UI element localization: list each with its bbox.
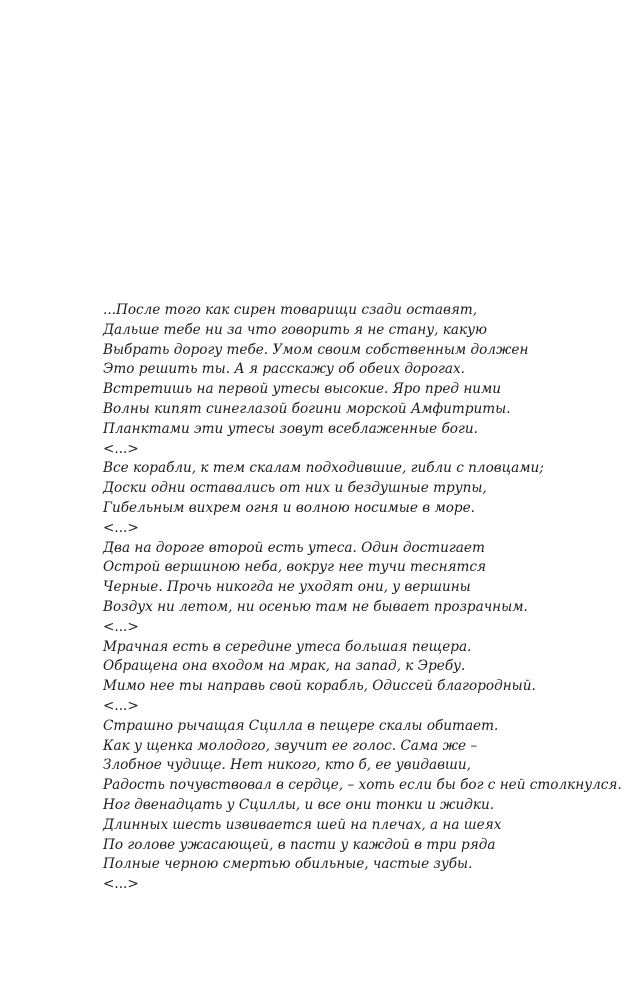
- omission-marker: <...>: [103, 519, 139, 536]
- poem-line: Страшно рычащая Сцилла в пещере скалы обитает.: [103, 717, 499, 734]
- poem-excerpt: [103, 301, 633, 895]
- poem-line: Два на дороге второй есть утеса. Один достигает: [103, 539, 485, 556]
- poem-line: Ног двенадцать у Сциллы, и все они тонки и жидки.: [103, 796, 495, 813]
- poem-line: Как у щенка молодого, звучит ее голос. Сама же –: [103, 737, 478, 754]
- poem-line: Злобное чудище. Нет никого, кто б, ее увидавши,: [103, 757, 471, 774]
- poem-line: Доски одни оставались от них и бездушные трупы,: [103, 480, 487, 497]
- poem-line: Все корабли, к тем скалам подходившие, гибли с пловцами;: [103, 460, 544, 477]
- poem-line: ...После того как сирен товарищи сзади оставят,: [103, 302, 478, 318]
- poem-line: Черные. Прочь никогда не уходят они, у вершины: [103, 579, 471, 596]
- poem-line: Длинных шесть извивается шей на плечах, а на шеях: [103, 816, 502, 833]
- poem-line: Выбрать дорогу тебе. Умом своим собственным должен: [103, 341, 529, 358]
- poem-line: Полные черною смертью обильные, частые зубы.: [103, 856, 473, 873]
- omission-marker: <...>: [103, 618, 139, 635]
- poem-line: Гибельным вихрем огня и волною носимые в море.: [103, 499, 475, 516]
- omission-marker: <...>: [103, 697, 139, 714]
- poem-line: Мимо нее ты направь свой корабль, Одиссей благородный.: [103, 678, 536, 695]
- poem-line: Мрачная есть в середине утеса большая пещера.: [103, 638, 472, 655]
- poem-line: Дальше тебе ни за что говорить я не стану, какую: [103, 321, 487, 338]
- poem-line: Планктами эти утесы зовут всеблаженные боги.: [103, 420, 478, 437]
- poem-line: Это решить ты. А я расскажу об обеих дорогах.: [103, 361, 465, 378]
- poem-line: Встретишь на первой утесы высокие. Яро пред ними: [103, 381, 502, 398]
- omission-marker: <...>: [103, 876, 139, 893]
- poem-line: Волны кипят синеглазой богини морской Амфитриты.: [103, 400, 511, 417]
- omission-marker: <...>: [103, 440, 139, 457]
- poem-line: По голове ужасающей, в пасти у каждой в три ряда: [103, 836, 496, 853]
- poem-line: Обращена она входом на мрак, на запад, к Эребу.: [103, 658, 466, 675]
- poem-line: Острой вершиною неба, вокруг нее тучи теснятся: [103, 559, 487, 576]
- poem-line: Воздух ни летом, ни осенью там не бывает прозрачным.: [103, 598, 528, 615]
- poem-line: Радость почувствовал в сердце, – хоть если бы бог с ней столкнулся.: [103, 777, 622, 794]
